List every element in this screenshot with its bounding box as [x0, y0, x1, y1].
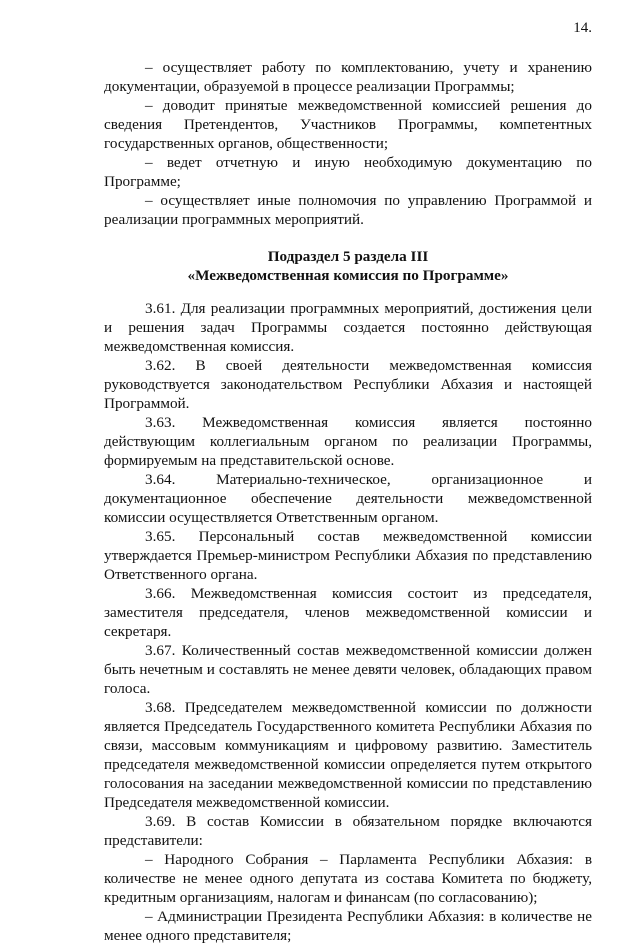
page-content	[104, 58, 592, 945]
section-heading	[104, 247, 592, 285]
list-item-administration: – Администрации Президента Республики Абхазия: в количестве не менее одного представителя;	[104, 908, 592, 944]
section-subtitle: «Межведомственная комиссия по Программе»	[187, 267, 509, 284]
paragraph-3-64: 3.64. Материально-техническое, организационное и документационное обеспечение деятельности межведомственной комиссии осуществляется Ответственным органом.	[104, 471, 592, 526]
paragraph-3-67: 3.67. Количественный состав межведомственной комиссии должен быть нечетным и составлять не менее девяти человек, обладающих правом голоса.	[104, 642, 592, 697]
paragraph-3-69: 3.69. В состав Комиссии в обязательном порядке включаются представители:	[104, 813, 592, 849]
paragraph-3-66: 3.66. Межведомственная комиссия состоит из председателя, заместителя председателя, членов межведомственной комиссии и секретаря.	[104, 585, 592, 640]
intro-item: – ведет отчетную и иную необходимую документацию по Программе;	[104, 154, 592, 190]
paragraph-3-68: 3.68. Председателем межведомственной комиссии по должности является Председатель Государственного комитета Республики Абхазия по связи, массовым коммуникациям и цифровому развитию. Заместитель председателя межведомственной комиссии определяется путем открытого голосования на заседании межведомственной комиссии по представлению Председателя межведомственной комиссии.	[104, 699, 592, 811]
intro-item: – доводит принятые межведомственной комиссией решения до сведения Претендентов, Участников Программы, компетентных государственных органов, общественности;	[104, 97, 592, 152]
section-title: Подраздел 5 раздела III	[267, 248, 429, 265]
paragraph-3-65: 3.65. Персональный состав межведомственной комиссии утверждается Премьер-министром Республики Абхазия по представлению Ответственного органа.	[104, 528, 592, 583]
intro-item: – осуществляет иные полномочия по управлению Программой и реализации программных мероприятий.	[104, 192, 592, 228]
paragraph-3-63: 3.63. Межведомственная комиссия является постоянно действующим коллегиальным органом по реализации Программы, формируемым на представительской основе.	[104, 414, 592, 469]
paragraph-3-61: 3.61. Для реализации программных мероприятий, достижения цели и решения задач Программы создается постоянно действующая межведомственная комиссия.	[104, 300, 592, 355]
page-number: 14.	[573, 20, 592, 36]
paragraph-3-62: 3.62. В своей деятельности межведомственная комиссия руководствуется законодательством Республики Абхазия и настоящей Программой.	[104, 357, 592, 412]
list-item-parliament: – Народного Собрания – Парламента Республики Абхазия: в количестве не менее одного депутата из состава Комитета по бюджету, кредитным организациям, налогам и финансам (по согласованию);	[104, 851, 592, 906]
intro-item: – осуществляет работу по комплектованию, учету и хранению документации, образуемой в процессе реализации Программы;	[104, 59, 592, 95]
